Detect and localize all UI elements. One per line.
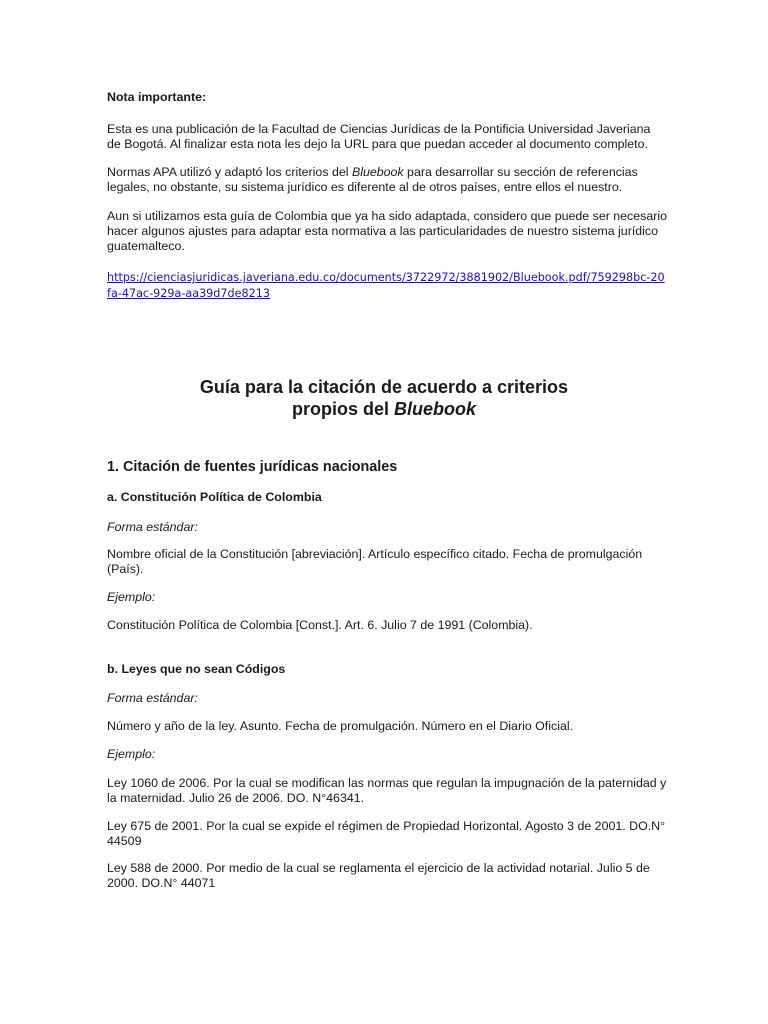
- guide-title-bluebook: Bluebook: [394, 399, 477, 419]
- bluebook-emphasis: Bluebook: [351, 165, 404, 179]
- note-paragraph-2-end: para desarrollar su sección de referencias legales, no obstante, su sistema jurídico es diferente al de otros países, entre ellos el nuestro.: [107, 165, 638, 194]
- bluebook-url-link[interactable]: https://cienciasjuridicas.javeriana.edu.co/documents/3722972/3881902/Bluebook.pdf/759298bc-20fa-47ac-929a-aa39d7de8213: [107, 271, 665, 300]
- note-paragraph-2: [107, 165, 667, 195]
- subsection-a-form-text: Nombre oficial de la Constitución [abreviación]. Artículo específico citado. Fecha de promulgación (País).: [107, 547, 643, 576]
- subsection-b-form-text: Número y año de la ley. Asunto. Fecha de promulgación. Número en el Diario Oficial.: [107, 719, 574, 733]
- subsection-a-form-label: Forma estándar:: [107, 520, 198, 534]
- subsection-a-example-text: Constitución Política de Colombia [Const.]. Art. 6. Julio 7 de 1991 (Colombia).: [107, 618, 533, 632]
- subsection-a-heading: a. Constitución Política de Colombia: [107, 490, 322, 504]
- section-1-heading: 1. Citación de fuentes jurídicas nacionales: [107, 459, 398, 475]
- guide-title-line-1: Guía para la citación de acuerdo a criterios: [199, 377, 569, 397]
- subsection-b-example-1: Ley 1060 de 2006. Por la cual se modifican las normas que regulan la impugnación de la paternidad y la maternidad. Julio 26 de 2006. DO. N°46341.: [107, 776, 667, 805]
- guide-title: [107, 376, 661, 420]
- subsection-b-heading: b. Leyes que no sean Códigos: [107, 662, 286, 676]
- note-paragraph-2-start: Normas APA utilizó y adaptó los criterios del: [107, 165, 352, 179]
- note-heading: Nota importante:: [107, 90, 207, 104]
- subsection-b-example-2: Ley 675 de 2001. Por la cual se expide el régimen de Propiedad Horizontal. Agosto 3 de 2001. DO.N° 44509: [107, 819, 666, 848]
- subsection-b-example-label: Ejemplo:: [107, 747, 156, 761]
- guide-title-line-2-start: propios del: [291, 399, 394, 419]
- subsection-b-form-label: Forma estándar:: [107, 691, 198, 705]
- subsection-a-example-label: Ejemplo:: [107, 590, 156, 604]
- note-paragraph-3: Aun si utilizamos esta guía de Colombia que ya ha sido adaptada, considero que puede ser necesario hacer algunos ajustes para adaptar esta normativa a las particularidades de nuestro sistema jurídico guatemalteco.: [107, 209, 668, 253]
- guide-title-line-2: [107, 398, 661, 420]
- note-paragraph-1: Esta es una publicación de la Facultad de Ciencias Jurídicas de la Pontificia Universidad Javeriana de Bogotá. Al finalizar esta nota les dejo la URL para que puedan acceder al documento completo.: [107, 122, 651, 151]
- subsection-b-example-3: Ley 588 de 2000. Por medio de la cual se reglamenta el ejercicio de la actividad notarial. Julio 5 de 2000. DO.N° 44071: [107, 861, 650, 890]
